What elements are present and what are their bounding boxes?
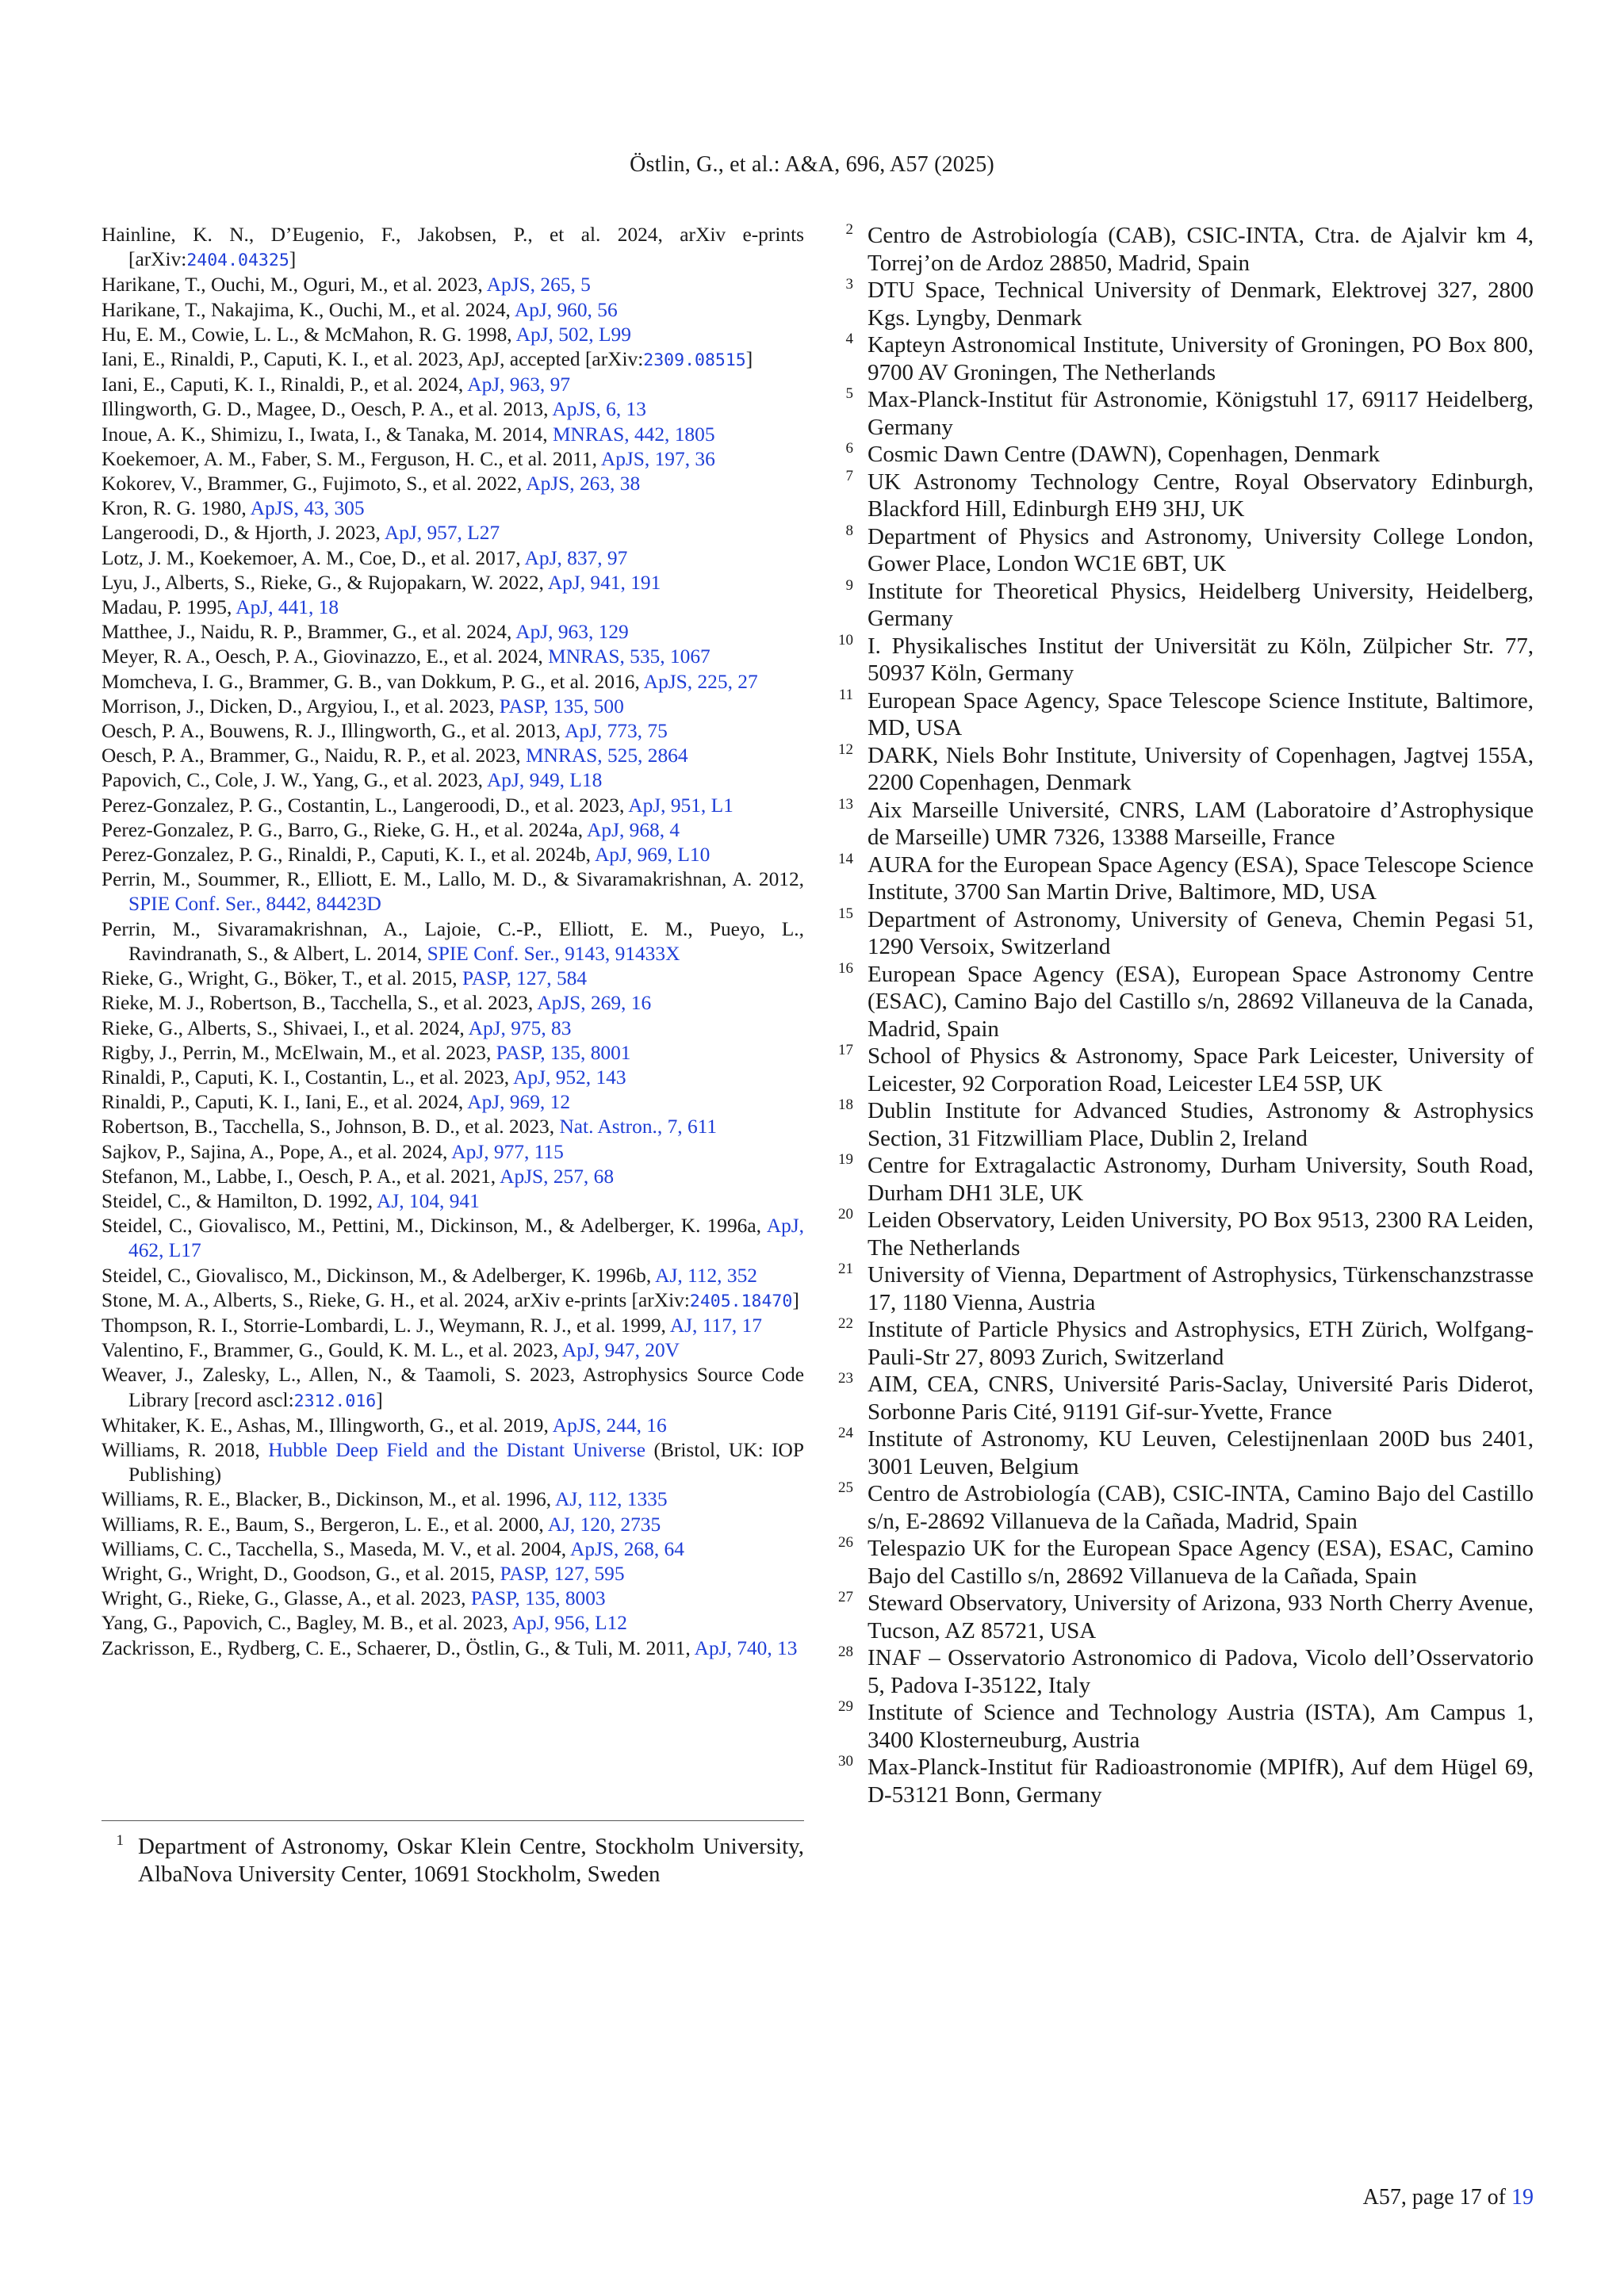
- affiliation-text: Centro de Astrobiología (CAB), CSIC-INTA, Ctra. de Ajalvir km 4, Torrej’on de Ardoz 28850, Madrid, Spain: [868, 223, 1534, 276]
- affiliation-number: 3: [845, 276, 853, 293]
- affiliation-entry: [831, 1316, 1534, 1371]
- reference-text: Williams, C. C., Tacchella, S., Maseda, M. V., et al. 2004,: [102, 1537, 570, 1560]
- reference-link[interactable]: ApJS, 265, 5: [486, 274, 591, 297]
- reference-entry: [102, 645, 804, 669]
- affiliation-number: 2: [845, 221, 853, 238]
- affiliation-text: Leiden Observatory, Leiden University, PO Box 9513, 2300 RA Leiden, The Netherlands: [868, 1207, 1534, 1261]
- affiliation-entry: [102, 1833, 804, 1888]
- reference-tail: ]: [289, 248, 297, 271]
- reference-entry: [102, 1338, 804, 1363]
- reference-link[interactable]: ApJ, 951, L1: [628, 794, 733, 817]
- reference-link[interactable]: ApJS, 268, 64: [570, 1537, 684, 1560]
- reference-text: Perez-Gonzalez, P. G., Rinaldi, P., Caputi, K. I., et al. 2024b,: [102, 844, 595, 867]
- reference-text: Stefanon, M., Labbe, I., Oesch, P. A., et al. 2021,: [102, 1165, 500, 1188]
- affiliation-number: 21: [838, 1261, 853, 1277]
- reference-link[interactable]: 2312.016: [293, 1391, 377, 1411]
- reference-link[interactable]: AJ, 112, 1335: [555, 1488, 668, 1511]
- affiliation-text: Telespazio UK for the European Space Agency (ESA), ESAC, Camino Bajo del Castillo s/n, 28692 Villanueva de la Cañada, Spain: [868, 1536, 1534, 1589]
- affiliation-number: 1: [116, 1832, 124, 1849]
- reference-link[interactable]: ApJ, 963, 129: [515, 621, 629, 644]
- page-number-text: A57, page 17 of: [1362, 2185, 1511, 2210]
- reference-text: Wright, G., Rieke, G., Glasse, A., et al. 2023,: [102, 1587, 471, 1610]
- reference-text: Steidel, C., Giovalisco, M., Pettini, M., Dickinson, M., & Adelberger, K. 1996a,: [102, 1215, 767, 1238]
- reference-link[interactable]: ApJS, 269, 16: [537, 992, 652, 1015]
- reference-link[interactable]: ApJ, 949, L18: [486, 769, 603, 792]
- reference-entry: [102, 1165, 804, 1189]
- affiliation-entry: [831, 1043, 1534, 1097]
- affiliation-entry: [831, 1097, 1534, 1152]
- reference-link[interactable]: ApJ, 977, 115: [451, 1140, 564, 1163]
- reference-text: Iani, E., Caputi, K. I., Rinaldi, P., et al. 2024,: [102, 373, 468, 396]
- reference-text: Kron, R. G. 1980,: [102, 497, 251, 520]
- reference-link[interactable]: ApJS, 43, 305: [250, 497, 365, 520]
- affiliation-entry: [831, 331, 1534, 386]
- affiliation-text: UK Astronomy Technology Centre, Royal Observatory Edinburgh, Blackford Hill, Edinburgh EH9 3HJ, UK: [868, 469, 1534, 522]
- reference-entry: [102, 595, 804, 620]
- reference-text: Harikane, T., Nakajima, K., Ouchi, M., et al. 2024,: [102, 298, 515, 321]
- reference-link[interactable]: 2405.18470: [689, 1291, 793, 1311]
- affiliation-text: INAF – Osservatorio Astronomico di Padova, Vicolo dell’Osservatorio 5, Padova I-35122, Italy: [868, 1645, 1534, 1698]
- affiliation-entry: [831, 1699, 1534, 1754]
- affiliation-text: DTU Space, Technical University of Denmark, Elektrovej 327, 2800 Kgs. Lyngby, Denmark: [868, 277, 1534, 331]
- reference-link[interactable]: PASP, 127, 595: [500, 1562, 625, 1585]
- affiliation-number: 28: [838, 1644, 853, 1660]
- reference-entry: [102, 1562, 804, 1586]
- reference-text: Sajkov, P., Sajina, A., Pope, A., et al. 2024,: [102, 1140, 452, 1163]
- reference-text: Illingworth, G. D., Magee, D., Oesch, P. A., et al. 2013,: [102, 398, 553, 421]
- affiliation-list-left: [102, 1833, 804, 1888]
- reference-text: Thompson, R. I., Storrie-Lombardi, L. J., Weymann, R. J., et al. 1999,: [102, 1314, 670, 1337]
- affiliation-text: Aix Marseille Université, CNRS, LAM (Laboratoire d’Astrophysique de Marseille) UMR 7326, 13388 Marseille, France: [868, 797, 1534, 850]
- affiliation-number: 13: [838, 795, 853, 813]
- reference-link[interactable]: ApJS, 197, 36: [600, 447, 715, 470]
- reference-entry: [102, 1586, 804, 1611]
- reference-link[interactable]: SPIE Conf. Ser., 8442, 84423D: [128, 893, 381, 916]
- affiliation-entry: [831, 633, 1534, 687]
- affiliation-entry: [831, 961, 1534, 1043]
- reference-link[interactable]: AJ, 120, 2735: [547, 1513, 661, 1536]
- reference-entry: [102, 1438, 804, 1487]
- reference-entry: [102, 373, 804, 397]
- reference-entry: [102, 1513, 804, 1537]
- reference-text: Iani, E., Rinaldi, P., Caputi, K. I., et al. 2023, ApJ, accepted [arXiv:: [102, 348, 644, 371]
- affiliation-entry: [831, 277, 1534, 331]
- affiliation-number: 17: [838, 1042, 853, 1058]
- affiliation-entry: [831, 1425, 1534, 1480]
- reference-text: Harikane, T., Ouchi, M., Oguri, M., et al. 2023,: [102, 274, 487, 297]
- reference-entry: [102, 298, 804, 323]
- reference-text: Lyu, J., Alberts, S., Rieke, G., & Rujopakarn, W. 2022,: [102, 571, 548, 594]
- affiliation-text: Department of Astronomy, Oskar Klein Centre, Stockholm University, AlbaNova University Center, 10691 Stockholm, Sweden: [138, 1834, 804, 1887]
- reference-entry: [102, 1264, 804, 1288]
- running-header: Östlin, G., et al.: A&A, 696, A57 (2025): [630, 152, 994, 177]
- affiliation-text: Max-Planck-Institut für Radioastronomie (MPIfR), Auf dem Hügel 69, D-53121 Bonn, Germany: [868, 1755, 1534, 1808]
- reference-link[interactable]: MNRAS, 525, 2864: [525, 744, 688, 767]
- reference-link[interactable]: PASP, 127, 584: [462, 967, 588, 990]
- affiliation-number: 24: [838, 1425, 853, 1441]
- reference-link[interactable]: AJ, 112, 352: [655, 1264, 757, 1287]
- reference-entry: [102, 744, 804, 768]
- reference-entry: [102, 1636, 804, 1661]
- reference-entry: [102, 496, 804, 521]
- reference-text: Valentino, F., Brammer, G., Gould, K. M. L., et al. 2023,: [102, 1339, 562, 1362]
- affiliation-number: 19: [838, 1151, 853, 1168]
- affiliation-text: Institute of Science and Technology Austria (ISTA), Am Campus 1, 3400 Klosterneuburg, Austria: [868, 1700, 1534, 1753]
- affiliation-entry: [831, 222, 1534, 277]
- reference-text: Rigby, J., Perrin, M., McElwain, M., et al. 2023,: [102, 1041, 496, 1064]
- reference-link[interactable]: ApJ, 441, 18: [236, 596, 339, 619]
- reference-entry: [102, 1090, 804, 1115]
- reference-entry: [102, 423, 804, 447]
- reference-text: Morrison, J., Dicken, D., Argyiou, I., et al. 2023,: [102, 695, 500, 718]
- reference-link[interactable]: ApJ, 952, 143: [513, 1066, 626, 1089]
- reference-text: Perrin, M., Sivaramakrishnan, A., Lajoie, C.-P., Elliott, E. M., Pueyo, L., Ravindranath, S., & Albert, L. 2014,: [102, 917, 804, 965]
- reference-link[interactable]: ApJ, 969, 12: [467, 1091, 571, 1114]
- reference-entry: [102, 347, 804, 373]
- reference-text: Rieke, M. J., Robertson, B., Tacchella, S., et al. 2023,: [102, 992, 538, 1015]
- reference-entry: [102, 1363, 804, 1413]
- reference-text: Rieke, G., Alberts, S., Shivaei, I., et al. 2024,: [102, 1016, 469, 1039]
- affiliation-number: 8: [845, 522, 853, 539]
- reference-text: Stone, M. A., Alberts, S., Rieke, G. H., et al. 2024, arXiv e-prints [arXiv:: [102, 1288, 690, 1311]
- affiliation-list-right: [831, 222, 1534, 1808]
- affiliation-number: 14: [838, 850, 853, 867]
- reference-link[interactable]: PASP, 135, 8003: [470, 1587, 606, 1610]
- affiliation-number: 30: [838, 1753, 853, 1770]
- reference-entry: [102, 223, 804, 273]
- reference-list: [102, 223, 804, 1661]
- reference-entry: [102, 867, 804, 916]
- affiliation-entry: [831, 1207, 1534, 1261]
- reference-entry: [102, 818, 804, 843]
- affiliation-entry: [831, 523, 1534, 578]
- reference-entry: [102, 620, 804, 645]
- reference-text: Perez-Gonzalez, P. G., Barro, G., Rieke, G. H., et al. 2024a,: [102, 818, 588, 841]
- reference-entry: [102, 1288, 804, 1314]
- affiliation-entry: [831, 742, 1534, 797]
- reference-link[interactable]: ApJ, 956, L12: [511, 1612, 627, 1635]
- reference-entry: [102, 1066, 804, 1090]
- affiliation-text: Institute of Astronomy, KU Leuven, Celestijnenlaan 200D bus 2401, 3001 Leuven, Belgium: [868, 1426, 1534, 1479]
- affiliation-text: AURA for the European Space Agency (ESA), Space Telescope Science Institute, 3700 San Martin Drive, Baltimore, MD, USA: [868, 851, 1534, 905]
- reference-link[interactable]: SPIE Conf. Ser., 9143, 91433X: [427, 942, 680, 965]
- reference-text: Rinaldi, P., Caputi, K. I., Iani, E., et al. 2024,: [102, 1091, 468, 1114]
- reference-link[interactable]: ApJ, 969, L10: [594, 844, 710, 867]
- reference-entry: [102, 447, 804, 472]
- page-footer: [1363, 2185, 1534, 2210]
- reference-entry: [102, 1214, 804, 1263]
- reference-entry: [102, 794, 804, 818]
- affiliation-entry: [831, 851, 1534, 906]
- reference-link[interactable]: Hubble Deep Field and the Distant Universe: [268, 1438, 646, 1461]
- affiliation-number: 18: [838, 1096, 853, 1113]
- reference-entry: [102, 1414, 804, 1438]
- reference-entry: [102, 1314, 804, 1338]
- reference-link[interactable]: ApJ, 502, L99: [515, 323, 631, 346]
- reference-entry: [102, 917, 804, 966]
- reference-entry: [102, 1115, 804, 1139]
- affiliation-number: 6: [845, 440, 853, 457]
- affiliation-text: European Space Agency, Space Telescope Science Institute, Baltimore, MD, USA: [868, 687, 1534, 740]
- reference-link[interactable]: ApJ, 740, 13: [694, 1636, 798, 1659]
- reference-text: Perez-Gonzalez, P. G., Costantin, L., Langeroodi, D., et al. 2023,: [102, 794, 629, 817]
- reference-link[interactable]: ApJS, 6, 13: [552, 398, 646, 421]
- reference-link[interactable]: AJ, 117, 17: [669, 1314, 762, 1337]
- reference-entry: [102, 719, 804, 744]
- reference-entry: [102, 843, 804, 867]
- affiliation-entry: [831, 1480, 1534, 1535]
- reference-link[interactable]: 2309.08515: [643, 350, 746, 371]
- affiliation-entry: [831, 906, 1534, 961]
- reference-text: Steidel, C., Giovalisco, M., Dickinson, M., & Adelberger, K. 1996b,: [102, 1264, 656, 1287]
- affiliation-number: 15: [838, 905, 853, 922]
- reference-link[interactable]: ApJ, 837, 97: [524, 546, 628, 569]
- affiliation-text: Department of Astronomy, University of Geneva, Chemin Pegasi 51, 1290 Versoix, Switzerland: [868, 906, 1534, 959]
- reference-text: Hainline, K. N., D’Eugenio, F., Jakobsen, P., et al. 2024, arXiv e-prints [arXiv:: [102, 224, 804, 271]
- reference-entry: [102, 1016, 804, 1041]
- reference-link[interactable]: ApJ, 773, 75: [564, 720, 668, 743]
- affiliation-entry: [831, 1644, 1534, 1699]
- affiliation-text: DARK, Niels Bohr Institute, University of Copenhagen, Jagtvej 155A, 2200 Copenhagen, Denmark: [868, 742, 1534, 795]
- affiliation-text: AIM, CEA, CNRS, Université Paris-Saclay, Université Paris Diderot, Sorbonne Paris Cité, 91191 Gif-sur-Yvette, France: [868, 1372, 1534, 1425]
- reference-link[interactable]: ApJS, 225, 27: [643, 670, 758, 693]
- reference-link[interactable]: ApJ, 947, 20V: [561, 1339, 680, 1362]
- affiliation-text: School of Physics & Astronomy, Space Park Leicester, University of Leicester, 92 Corporation Road, Leicester LE4 5SP, UK: [868, 1043, 1534, 1096]
- affiliation-number: 10: [838, 631, 853, 649]
- reference-text: Perrin, M., Soummer, R., Elliott, E. M., Lallo, M. D., & Sivaramakrishnan, A. 2012,: [102, 868, 804, 891]
- reference-text: Matthee, J., Naidu, R. P., Brammer, G., et al. 2024,: [102, 621, 516, 644]
- reference-link[interactable]: Nat. Astron., 7, 611: [559, 1115, 718, 1138]
- affiliation-text: European Space Agency (ESA), European Space Astronomy Centre (ESAC), Camino Bajo del Castillo s/n, 28692 Villaneuva de la Canada, Madrid, Spain: [868, 961, 1534, 1042]
- reference-entry: [102, 695, 804, 719]
- affiliation-number: 25: [838, 1479, 853, 1496]
- affiliation-text: Centre for Extragalactic Astronomy, Durham University, South Road, Durham DH1 3LE, UK: [868, 1153, 1534, 1206]
- reference-link[interactable]: ApJ, 957, L27: [384, 522, 500, 545]
- total-pages-link[interactable]: 19: [1511, 2185, 1534, 2210]
- reference-link[interactable]: ApJS, 244, 16: [552, 1414, 667, 1437]
- affiliation-entry: [831, 687, 1534, 742]
- affiliation-entry: [831, 441, 1534, 469]
- reference-text: Yang, G., Papovich, C., Bagley, M. B., et al. 2023,: [102, 1612, 512, 1635]
- reference-text: Langeroodi, D., & Hjorth, J. 2023,: [102, 522, 385, 545]
- reference-tail: ]: [376, 1388, 383, 1411]
- reference-entry: [102, 1537, 804, 1562]
- reference-tail: ]: [792, 1288, 799, 1311]
- reference-link[interactable]: PASP, 135, 500: [499, 695, 624, 718]
- reference-text: Papovich, C., Cole, J. W., Yang, G., et al. 2023,: [102, 769, 487, 792]
- affiliation-number: 23: [838, 1370, 853, 1387]
- reference-entry: [102, 1487, 804, 1512]
- reference-link[interactable]: ApJ, 941, 191: [547, 571, 661, 594]
- reference-text: Kokorev, V., Brammer, G., Fujimoto, S., et al. 2022,: [102, 473, 527, 496]
- reference-entry: [102, 1611, 804, 1636]
- reference-entry: [102, 1041, 804, 1066]
- affiliation-entry: [831, 1535, 1534, 1590]
- reference-link[interactable]: ApJ, 968, 4: [587, 818, 680, 841]
- reference-link[interactable]: ApJ, 960, 56: [514, 298, 618, 321]
- reference-text: Lotz, J. M., Koekemoer, A. M., Coe, D., et al. 2017,: [102, 546, 525, 569]
- reference-link[interactable]: ApJ, 462, L17: [128, 1215, 804, 1262]
- affiliation-number: 9: [845, 576, 853, 594]
- affiliation-entry: [831, 797, 1534, 851]
- affiliation-number: 20: [838, 1206, 853, 1223]
- reference-link[interactable]: ApJ, 963, 97: [467, 373, 571, 396]
- footnote-rule: [102, 1820, 804, 1821]
- reference-text: Meyer, R. A., Oesch, P. A., Giovinazzo, E., et al. 2024,: [102, 645, 549, 668]
- affiliation-text: Steward Observatory, University of Arizona, 933 North Cherry Avenue, Tucson, AZ 85721, USA: [868, 1590, 1534, 1644]
- reference-link[interactable]: 2404.04325: [186, 251, 289, 271]
- affiliation-number: 16: [838, 959, 853, 977]
- affiliation-text: Dublin Institute for Advanced Studies, Astronomy & Astrophysics Section, 31 Fitzwilliam Place, Dublin 2, Ireland: [868, 1098, 1534, 1151]
- reference-text: Weaver, J., Zalesky, L., Allen, N., & Taamoli, S. 2023, Astrophysics Source Code Library [record ascl:: [102, 1364, 804, 1411]
- reference-entry: [102, 397, 804, 422]
- reference-tail: (Bristol, UK: IOP Publishing): [128, 1438, 804, 1487]
- affiliation-entry: [831, 1371, 1534, 1425]
- affiliation-number: 27: [838, 1589, 853, 1605]
- reference-tail: ]: [745, 348, 753, 371]
- affiliation-text: Institute of Particle Physics and Astrophysics, ETH Zürich, Wolfgang-Pauli-Str 27, 8093 Zurich, Switzerland: [868, 1317, 1534, 1370]
- affiliation-text: Centro de Astrobiología (CAB), CSIC-INTA, Camino Bajo del Castillo s/n, E-28692 Villanueva de la Cañada, Madrid, Spain: [868, 1481, 1534, 1534]
- reference-text: Wright, G., Wright, D., Goodson, G., et al. 2015,: [102, 1562, 500, 1585]
- reference-entry: [102, 991, 804, 1016]
- reference-text: Hu, E. M., Cowie, L. L., & McMahon, R. G. 1998,: [102, 323, 516, 346]
- reference-text: Inoue, A. K., Shimizu, I., Iwata, I., & Tanaka, M. 2014,: [102, 423, 553, 446]
- reference-entry: [102, 571, 804, 595]
- affiliation-text: Max-Planck-Institut für Astronomie, Königstuhl 17, 69117 Heidelberg, Germany: [868, 387, 1534, 440]
- reference-text: Whitaker, K. E., Ashas, M., Illingworth, G., et al. 2019,: [102, 1414, 553, 1437]
- reference-link[interactable]: PASP, 135, 8001: [496, 1041, 631, 1064]
- affiliation-text: University of Vienna, Department of Astrophysics, Türkenschanzstrasse 17, 1180 Vienna, Austria: [868, 1262, 1534, 1315]
- affiliation-number: 5: [845, 385, 853, 402]
- affiliation-number: 7: [845, 467, 853, 484]
- reference-text: Oesch, P. A., Brammer, G., Naidu, R. P., et al. 2023,: [102, 744, 526, 767]
- affiliation-entry: [831, 469, 1534, 523]
- affiliation-text: Cosmic Dawn Centre (DAWN), Copenhagen, Denmark: [868, 442, 1380, 467]
- reference-entry: [102, 966, 804, 991]
- reference-text: Momcheva, I. G., Brammer, G. B., van Dokkum, P. G., et al. 2016,: [102, 670, 644, 693]
- reference-text: Robertson, B., Tacchella, S., Johnson, B. D., et al. 2023,: [102, 1115, 560, 1138]
- reference-entry: [102, 546, 804, 571]
- reference-entry: [102, 768, 804, 793]
- reference-text: Zackrisson, E., Rydberg, C. E., Schaerer, D., Östlin, G., & Tuli, M. 2011,: [102, 1636, 695, 1659]
- affiliation-entry: [831, 386, 1534, 441]
- reference-link[interactable]: ApJS, 263, 38: [526, 473, 641, 496]
- affiliation-text: Department of Physics and Astronomy, University College London, Gower Place, London WC1E 6BT, UK: [868, 523, 1534, 576]
- reference-text: Oesch, P. A., Bouwens, R. J., Illingworth, G., et al. 2013,: [102, 720, 565, 743]
- reference-text: Steidel, C., & Hamilton, D. 1992,: [102, 1189, 377, 1212]
- reference-text: Williams, R. E., Baum, S., Bergeron, L. E., et al. 2000,: [102, 1513, 548, 1536]
- affiliation-number: 4: [845, 331, 853, 347]
- affiliation-entry: [831, 578, 1534, 633]
- affiliation-number: 11: [838, 686, 853, 703]
- reference-text: Rinaldi, P., Caputi, K. I., Costantin, L., et al. 2023,: [102, 1066, 514, 1089]
- reference-entry: [102, 273, 804, 297]
- reference-entry: [102, 1189, 804, 1214]
- reference-link[interactable]: ApJS, 257, 68: [500, 1165, 615, 1188]
- reference-text: Rieke, G., Wright, G., Böker, T., et al. 2015,: [102, 967, 462, 990]
- reference-entry: [102, 1140, 804, 1165]
- affiliation-entry: [831, 1754, 1534, 1808]
- reference-link[interactable]: AJ, 104, 941: [377, 1189, 480, 1212]
- reference-entry: [102, 323, 804, 347]
- reference-text: Koekemoer, A. M., Faber, S. M., Ferguson, H. C., et al. 2011,: [102, 447, 601, 470]
- reference-text: Williams, R. 2018,: [102, 1438, 269, 1461]
- affiliation-entry: [831, 1261, 1534, 1316]
- affiliation-entry: [831, 1152, 1534, 1207]
- reference-text: Williams, R. E., Blacker, B., Dickinson, M., et al. 1996,: [102, 1488, 556, 1511]
- affiliation-entry: [831, 1590, 1534, 1644]
- reference-entry: [102, 521, 804, 545]
- affiliation-number: 26: [838, 1534, 853, 1551]
- reference-link[interactable]: MNRAS, 442, 1805: [552, 423, 715, 446]
- reference-entry: [102, 472, 804, 496]
- reference-entry: [102, 670, 804, 695]
- affiliation-number: 12: [838, 740, 853, 758]
- affiliation-text: Institute for Theoretical Physics, Heidelberg University, Heidelberg, Germany: [868, 578, 1534, 631]
- affiliation-text: I. Physikalisches Institut der Universität zu Köln, Zülpicher Str. 77, 50937 Köln, Germany: [868, 633, 1534, 686]
- affiliation-text: Kapteyn Astronomical Institute, University of Groningen, PO Box 800, 9700 AV Groningen, The Netherlands: [868, 332, 1534, 385]
- affiliation-number: 22: [838, 1315, 853, 1332]
- affiliation-number: 29: [838, 1698, 853, 1715]
- reference-text: Madau, P. 1995,: [102, 596, 236, 619]
- reference-link[interactable]: MNRAS, 535, 1067: [548, 645, 710, 668]
- reference-link[interactable]: ApJ, 975, 83: [468, 1016, 572, 1039]
